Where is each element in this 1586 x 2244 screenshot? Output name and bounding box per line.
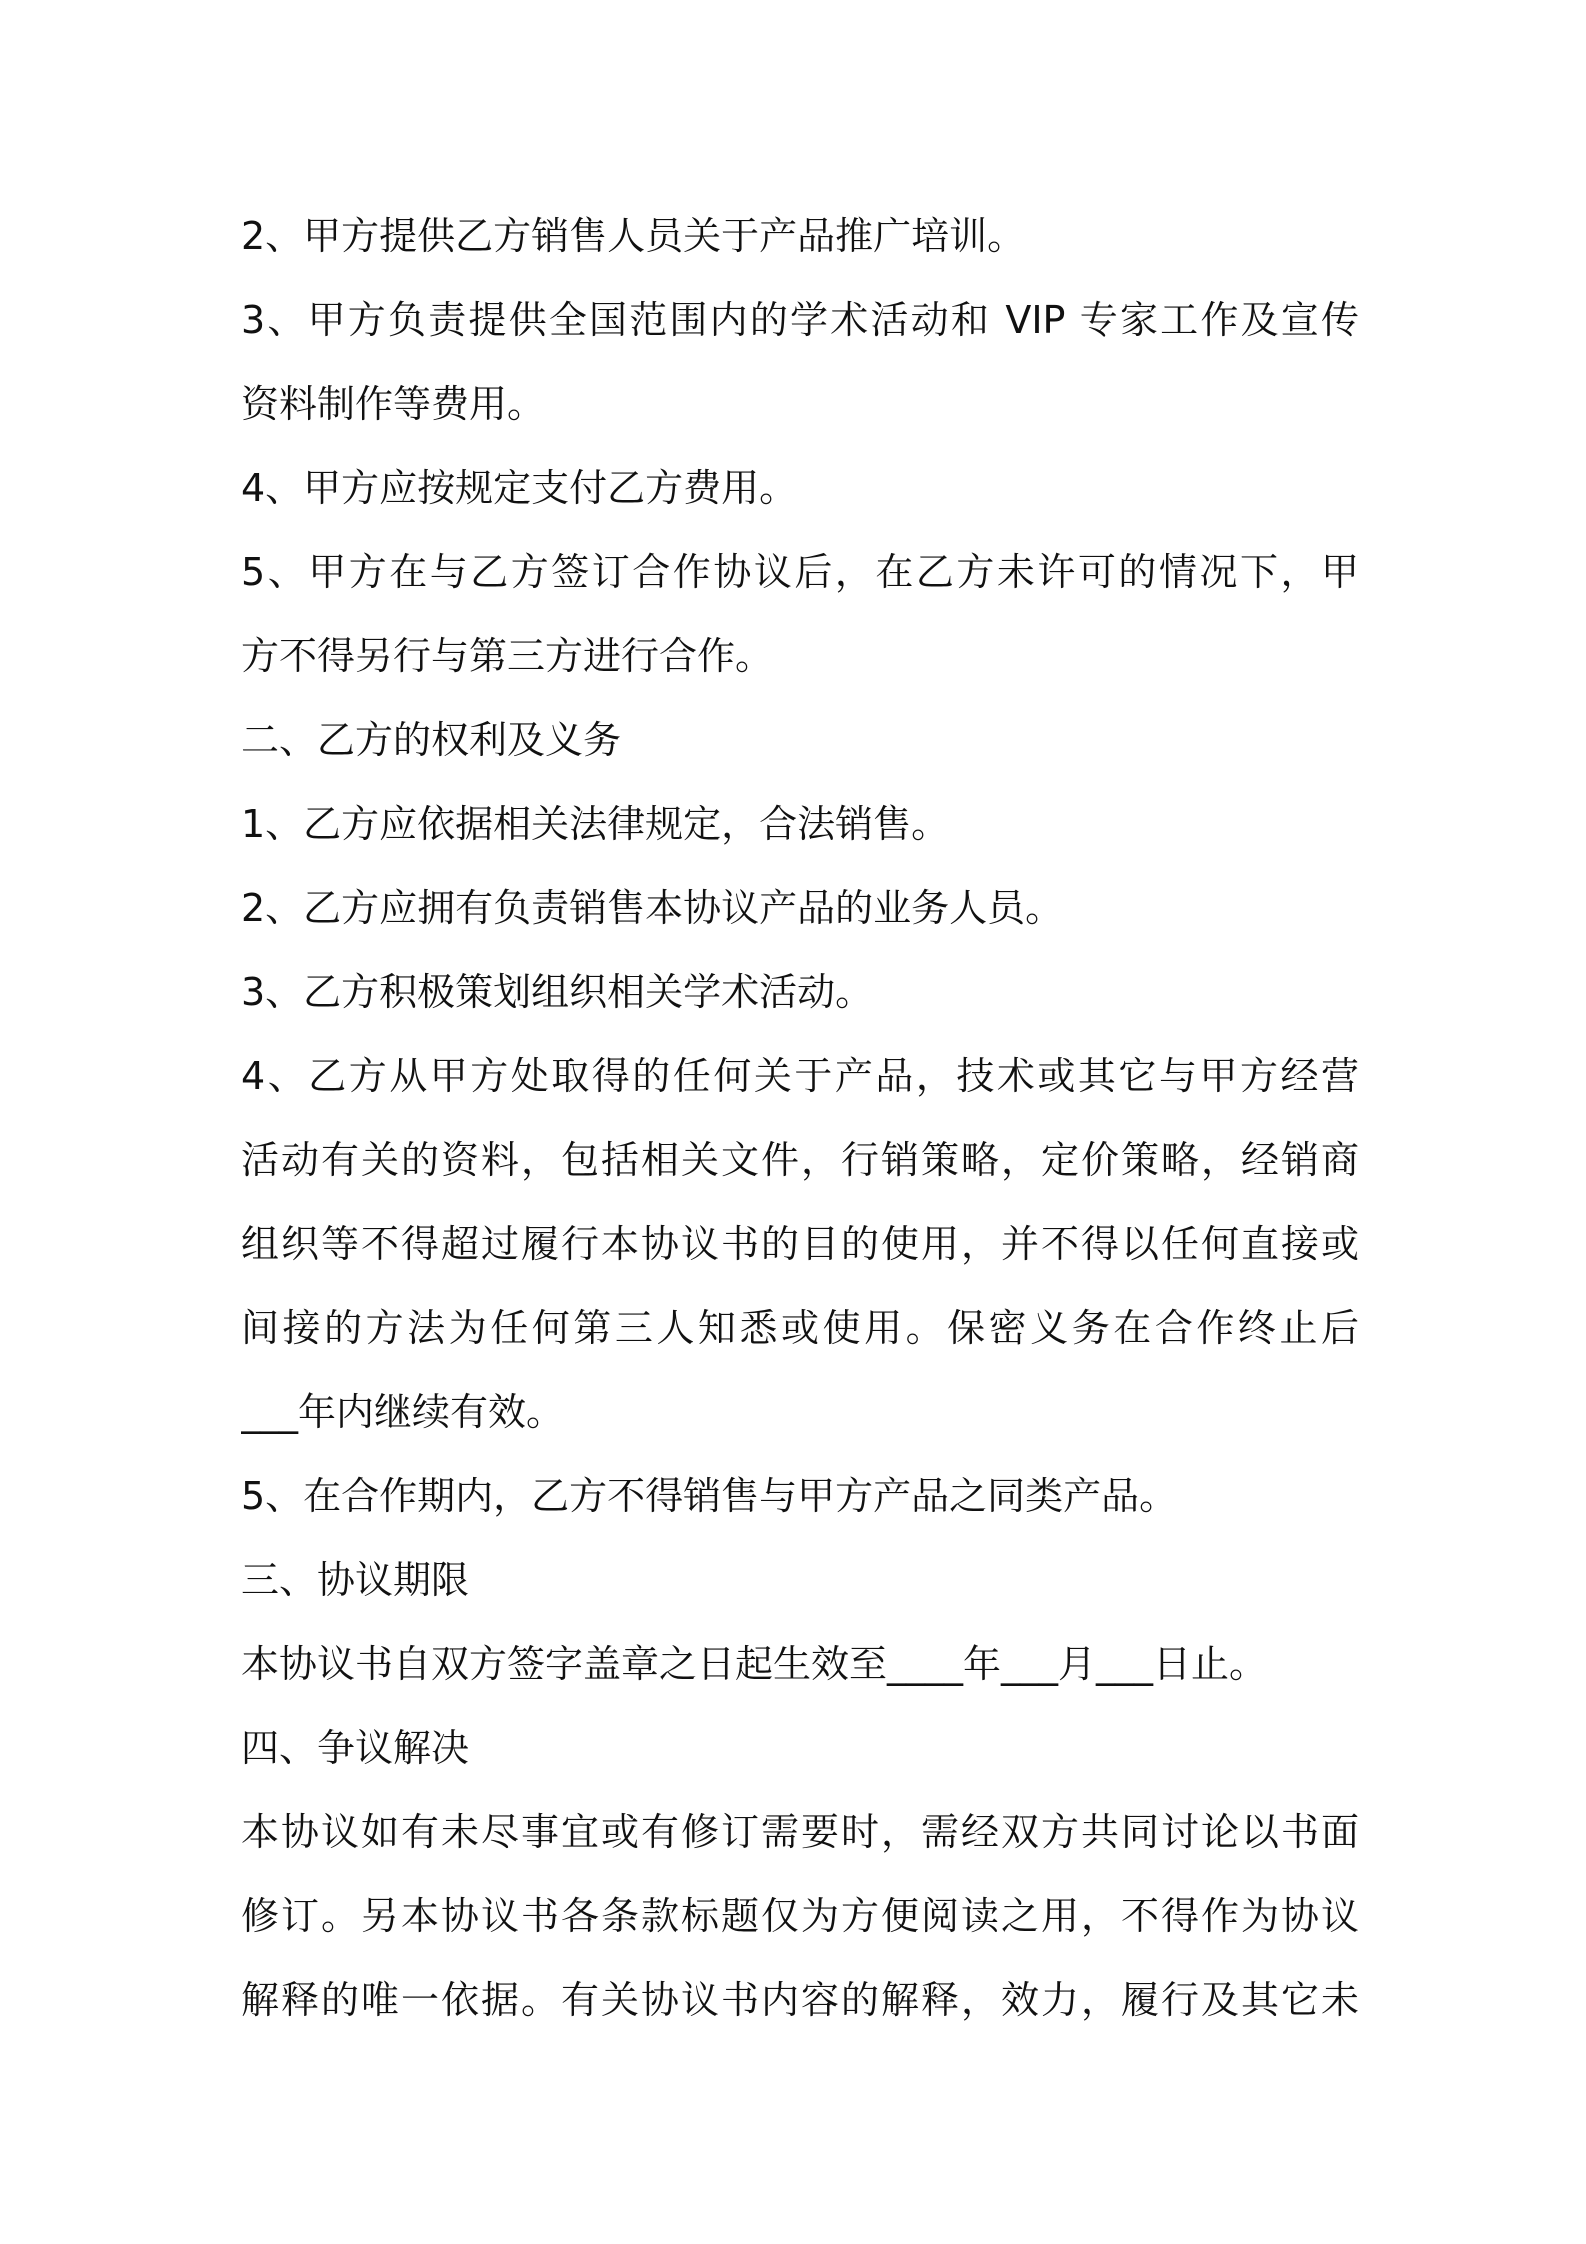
clause-b-4-line-1: 4、乙方从甲方处取得的任何关于产品，技术或其它与甲方经营 bbox=[241, 1054, 1359, 1098]
clause-a-4: 4、甲方应按规定支付乙方费用。 bbox=[241, 466, 798, 510]
clause-a-5-line-2: 方不得另行与第三方进行合作。 bbox=[241, 634, 774, 678]
clause-b-2: 2、乙方应拥有负责销售本协议产品的业务人员。 bbox=[241, 886, 1064, 930]
dispute-clause-line-1: 本协议如有未尽事宜或有修订需要时，需经双方共同讨论以书面 bbox=[241, 1810, 1359, 1854]
clause-a-3-line-2: 资料制作等费用。 bbox=[241, 382, 546, 426]
clause-b-4-line-3: 组织等不得超过履行本协议书的目的使用，并不得以任何直接或 bbox=[241, 1222, 1359, 1266]
clause-b-5: 5、在合作期内，乙方不得销售与甲方产品之同类产品。 bbox=[241, 1474, 1178, 1518]
term-clause: 本协议书自双方签字盖章之日起生效至____年___月___日止。 bbox=[241, 1642, 1268, 1686]
clause-a-3-line-1: 3、甲方负责提供全国范围内的学术活动和 VIP 专家工作及宣传 bbox=[241, 298, 1359, 342]
clause-b-3: 3、乙方积极策划组织相关学术活动。 bbox=[241, 970, 874, 1014]
clause-a-5-line-1: 5、甲方在与乙方签订合作协议后，在乙方未许可的情况下，甲 bbox=[241, 550, 1359, 594]
clause-b-4-line-5: ___年内继续有效。 bbox=[241, 1390, 565, 1434]
section-heading-party-b-rights: 二、乙方的权利及义务 bbox=[241, 718, 622, 762]
dispute-clause-line-2: 修订。另本协议书各条款标题仅为方便阅读之用，不得作为协议 bbox=[241, 1894, 1359, 1938]
clause-b-1: 1、乙方应依据相关法律规定，合法销售。 bbox=[241, 802, 950, 846]
clause-b-4-line-2: 活动有关的资料，包括相关文件，行销策略，定价策略，经销商 bbox=[241, 1138, 1359, 1182]
clause-a-2: 2、甲方提供乙方销售人员关于产品推广培训。 bbox=[241, 214, 1026, 258]
clause-b-4-line-4: 间接的方法为任何第三人知悉或使用。保密义务在合作终止后 bbox=[241, 1306, 1359, 1350]
section-heading-term: 三、协议期限 bbox=[241, 1558, 470, 1602]
dispute-clause-line-3: 解释的唯一依据。有关协议书内容的解释，效力，履行及其它未 bbox=[241, 1978, 1359, 2022]
document-body bbox=[241, 194, 1359, 2042]
section-heading-dispute: 四、争议解决 bbox=[241, 1726, 470, 1770]
